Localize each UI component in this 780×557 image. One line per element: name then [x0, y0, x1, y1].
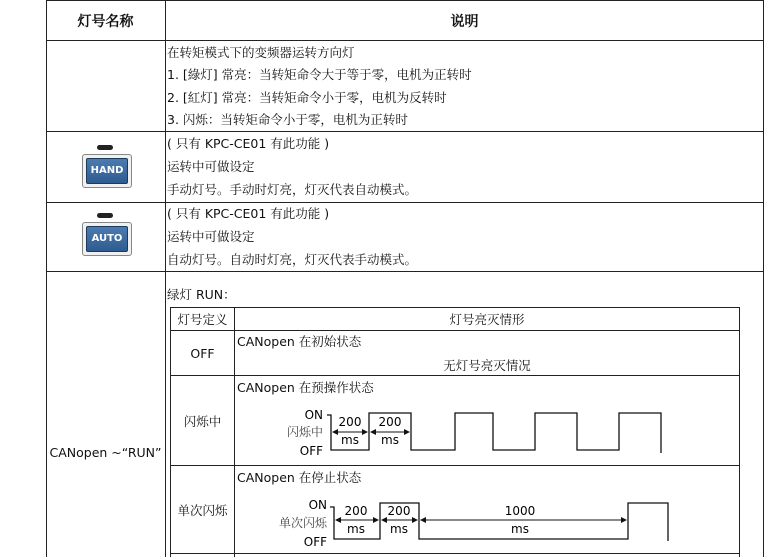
- row3-line-1: ( 只有 KPC-CE01 有此功能 ): [167, 206, 330, 221]
- single-t1-unit: ms: [347, 522, 365, 536]
- blink-waveform-line: [327, 413, 661, 453]
- subrow-single-desc: CANopen 在停止状态: [237, 470, 362, 485]
- table-row-divider: [46, 271, 764, 272]
- subrow-single-def: 单次闪烁: [177, 503, 228, 518]
- inner-table-left: [170, 307, 171, 557]
- auto-button-icon: [82, 222, 132, 256]
- table-row-divider: [46, 131, 764, 132]
- inner-header-def: 灯号定义: [177, 312, 228, 327]
- row1-line-1: 在转矩模式下的变频器运转方向灯: [167, 45, 355, 60]
- header-description: 说明: [450, 14, 479, 30]
- hand-button-label: HAND: [86, 158, 128, 184]
- single-t3-unit: ms: [511, 522, 529, 536]
- table-row-divider: [46, 202, 764, 203]
- inner-header-state: 灯号亮灭情形: [449, 312, 525, 327]
- single-flash-waveform: [235, 487, 739, 553]
- single-waveform-line: [330, 503, 668, 541]
- single-t3-label: 1000: [504, 504, 536, 518]
- header-lamp-name: 灯号名称: [77, 14, 134, 30]
- subrow-off-def: OFF: [190, 346, 215, 361]
- inner-table-header-bottom: [170, 330, 740, 331]
- blinking-waveform: [235, 395, 739, 463]
- table-border-right: [763, 0, 764, 557]
- auto-button-label: AUTO: [86, 226, 128, 252]
- single-on-label: ON: [308, 498, 327, 512]
- table-border-left: [46, 0, 47, 557]
- single-t2-label: 200: [387, 504, 411, 518]
- row2-line-2: 运转中可做设定: [167, 159, 255, 174]
- subrow-blink-def: 闪烁中: [183, 414, 222, 429]
- single-t1-label: 200: [344, 504, 368, 518]
- table-border-header-bottom: [46, 40, 764, 41]
- blink-t2-label: 200: [378, 415, 402, 429]
- table-border-top: [46, 0, 764, 1]
- blink-t1-unit: ms: [341, 433, 359, 447]
- blink-off-label: OFF: [299, 444, 323, 458]
- row3-line-2: 运转中可做设定: [167, 229, 255, 244]
- inner-table-row-divider: [170, 465, 740, 466]
- blink-on-label: ON: [304, 408, 323, 422]
- subrow-off-desc: CANopen 在初始状态: [237, 334, 362, 349]
- subrow-blink-desc: CANopen 在预操作状态: [237, 380, 374, 395]
- inner-table-row-divider: [170, 553, 740, 554]
- row1-line-2: 1. [綠灯] 常亮：当转矩命令大于等于零，电机为正转时: [167, 67, 472, 82]
- inner-table-right: [739, 307, 740, 557]
- single-t2-unit: ms: [390, 522, 408, 536]
- table-column-divider: [165, 0, 166, 557]
- blink-t1-label: 200: [338, 415, 362, 429]
- row1-line-3: 2. [紅灯] 常亮：当转矩命令小于零，电机为反转时: [167, 90, 447, 105]
- blink-mid-label: 闪烁中: [286, 425, 323, 439]
- row2-line-3: 手动灯号。手动时灯亮，灯灭代表自动模式。: [167, 182, 418, 197]
- row1-line-4: 3. 闪烁：当转矩命令小于零，电机为正转时: [167, 112, 408, 127]
- inner-table-top: [170, 307, 740, 308]
- row4-intro: 绿灯 RUN：: [167, 287, 236, 302]
- auto-led-icon: [97, 213, 113, 218]
- single-off-label: OFF: [303, 535, 327, 549]
- hand-button-icon: [82, 154, 132, 188]
- blink-t2-unit: ms: [381, 433, 399, 447]
- single-mid-label: 单次闪烁: [278, 516, 327, 530]
- row2-line-1: ( 只有 KPC-CE01 有此功能 ): [167, 136, 330, 151]
- row4-lamp-name: CANopen ~“RUN”: [49, 445, 162, 460]
- subrow-off-note: 无灯号亮灭情况: [443, 358, 531, 373]
- row3-line-3: 自动灯号。自动时灯亮，灯灭代表手动模式。: [167, 252, 418, 267]
- hand-led-icon: [97, 145, 113, 150]
- inner-table-row-divider: [170, 375, 740, 376]
